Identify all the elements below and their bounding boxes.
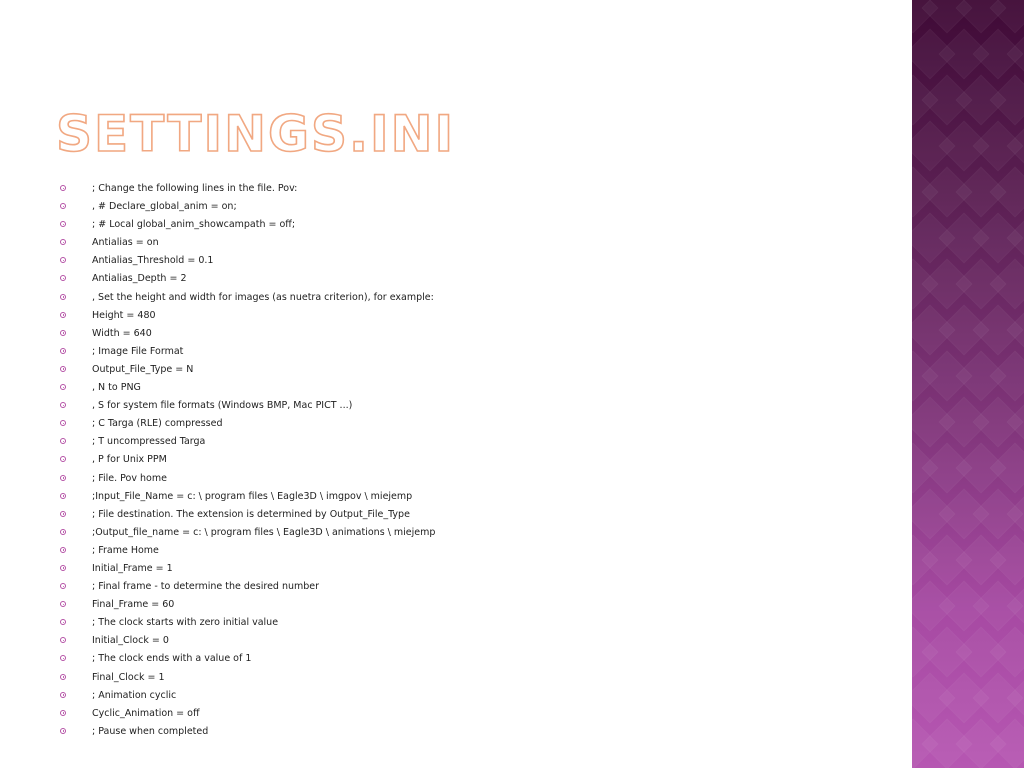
list-item <box>60 614 900 632</box>
decorative-diamond <box>990 719 1024 768</box>
list-item <box>60 252 900 270</box>
circled-dot-bullet-icon <box>60 475 66 481</box>
list-item <box>60 433 900 451</box>
list-item-text: ; Pause when completed <box>92 725 209 737</box>
list-item <box>60 542 900 560</box>
list-item-text: , # Declare_global_anim = on; <box>92 201 237 213</box>
circled-dot-bullet-icon <box>60 601 66 607</box>
circled-dot-bullet-icon <box>60 294 66 300</box>
list-item-text: ; T uncompressed Targa <box>92 436 206 448</box>
list-item <box>60 343 900 361</box>
list-item-text: ; # Local global_anim_showcampath = off; <box>92 219 296 231</box>
list-item-text: , S for system file formats (Windows BMP, Mac PICT ...) <box>92 400 353 412</box>
decorative-diamond <box>1007 213 1024 264</box>
circled-dot-bullet-icon <box>60 438 66 444</box>
list-item <box>60 723 900 741</box>
bullet-list <box>60 180 900 741</box>
decorative-diamond <box>990 75 1024 126</box>
list-item <box>60 578 900 596</box>
decorative-diamond <box>1007 305 1024 356</box>
decorative-diamond <box>1007 397 1024 448</box>
list-item-text: Cyclic_Animation = off <box>92 707 200 719</box>
list-item-text: ; The clock ends with a value of 1 <box>92 653 252 665</box>
list-item <box>60 361 900 379</box>
circled-dot-bullet-icon <box>60 655 66 661</box>
list-item-text: , Set the height and width for images (as nuetra criterion), for example: <box>92 291 434 303</box>
list-item <box>60 687 900 705</box>
list-item-text: ; Image File Format <box>92 345 184 357</box>
list-item <box>60 632 900 650</box>
decorative-diamond <box>990 535 1024 586</box>
list-item <box>60 451 900 469</box>
list-item-text: ; File. Pov home <box>92 472 167 484</box>
list-item <box>60 506 900 524</box>
list-item-text: Width = 640 <box>92 327 152 339</box>
circled-dot-bullet-icon <box>60 221 66 227</box>
list-item-text: ; Animation cyclic <box>92 689 177 701</box>
list-item-text: Output_File_Type = N <box>92 363 194 375</box>
circled-dot-bullet-icon <box>60 529 66 535</box>
list-item-text: Antialias_Threshold = 0.1 <box>92 255 214 267</box>
list-item-text: ; File destination. The extension is determined by Output_File_Type <box>92 508 410 520</box>
decorative-side-band <box>912 0 1024 768</box>
list-item <box>60 397 900 415</box>
circled-dot-bullet-icon <box>60 312 66 318</box>
decorative-diamond <box>1007 673 1024 724</box>
circled-dot-bullet-icon <box>60 275 66 281</box>
decorative-diamond <box>1007 29 1024 80</box>
list-item <box>60 234 900 252</box>
list-item-text: Initial_Clock = 0 <box>92 635 169 647</box>
circled-dot-bullet-icon <box>60 239 66 245</box>
circled-dot-bullet-icon <box>60 511 66 517</box>
circled-dot-bullet-icon <box>60 710 66 716</box>
list-item <box>60 180 900 198</box>
list-item <box>60 216 900 234</box>
list-item <box>60 488 900 506</box>
list-item-text: , N to PNG <box>92 382 141 394</box>
list-item-text: ; The clock starts with zero initial value <box>92 617 279 629</box>
circled-dot-bullet-icon <box>60 493 66 499</box>
list-item-text: Final_Frame = 60 <box>92 599 175 611</box>
circled-dot-bullet-icon <box>60 366 66 372</box>
decorative-diamond <box>1007 581 1024 632</box>
circled-dot-bullet-icon <box>60 674 66 680</box>
circled-dot-bullet-icon <box>60 637 66 643</box>
list-item <box>60 379 900 397</box>
list-item <box>60 270 900 288</box>
slide-title: SETTINGS.INI <box>56 105 456 163</box>
circled-dot-bullet-icon <box>60 185 66 191</box>
list-item-text: , P for Unix PPM <box>92 454 167 466</box>
circled-dot-bullet-icon <box>60 420 66 426</box>
list-item-text: ; C Targa (RLE) compressed <box>92 418 223 430</box>
circled-dot-bullet-icon <box>60 330 66 336</box>
circled-dot-bullet-icon <box>60 583 66 589</box>
circled-dot-bullet-icon <box>60 728 66 734</box>
circled-dot-bullet-icon <box>60 547 66 553</box>
list-item-text: ; Final frame - to determine the desired number <box>92 581 320 593</box>
decorative-diamond <box>990 259 1024 310</box>
circled-dot-bullet-icon <box>60 565 66 571</box>
list-item-text: ; Change the following lines in the file. Pov: <box>92 183 298 194</box>
decorative-diamond <box>990 351 1024 402</box>
circled-dot-bullet-icon <box>60 257 66 263</box>
decorative-diamond <box>1007 121 1024 172</box>
list-item-text: Initial_Frame = 1 <box>92 562 173 574</box>
list-item <box>60 289 900 307</box>
circled-dot-bullet-icon <box>60 456 66 462</box>
list-item <box>60 650 900 668</box>
list-item-text: ;Input_File_Name = c: \ program files \ Eagle3D \ imgpov \ miejemp <box>92 490 413 502</box>
decorative-diamond <box>1007 489 1024 540</box>
circled-dot-bullet-icon <box>60 692 66 698</box>
list-item <box>60 415 900 433</box>
list-item <box>60 198 900 216</box>
list-item-text: Final_Clock = 1 <box>92 671 165 683</box>
list-item-text: Height = 480 <box>92 309 156 321</box>
circled-dot-bullet-icon <box>60 384 66 390</box>
decorative-diamond <box>990 443 1024 494</box>
list-item-text: ;Output_file_name = c: \ program files \ Eagle3D \ animations \ miejemp <box>92 526 436 538</box>
circled-dot-bullet-icon <box>60 348 66 354</box>
list-item <box>60 560 900 578</box>
list-item <box>60 325 900 343</box>
list-item <box>60 705 900 723</box>
list-item <box>60 470 900 488</box>
decorative-diamond <box>990 167 1024 218</box>
list-item-text: ; Frame Home <box>92 544 159 556</box>
list-item-text: Antialias = on <box>92 237 159 249</box>
circled-dot-bullet-icon <box>60 402 66 408</box>
list-item <box>60 596 900 614</box>
list-item-text: Antialias_Depth = 2 <box>92 273 187 285</box>
circled-dot-bullet-icon <box>60 203 66 209</box>
list-item <box>60 307 900 325</box>
decorative-diamond <box>990 627 1024 678</box>
list-item <box>60 669 900 687</box>
circled-dot-bullet-icon <box>60 619 66 625</box>
list-item <box>60 524 900 542</box>
